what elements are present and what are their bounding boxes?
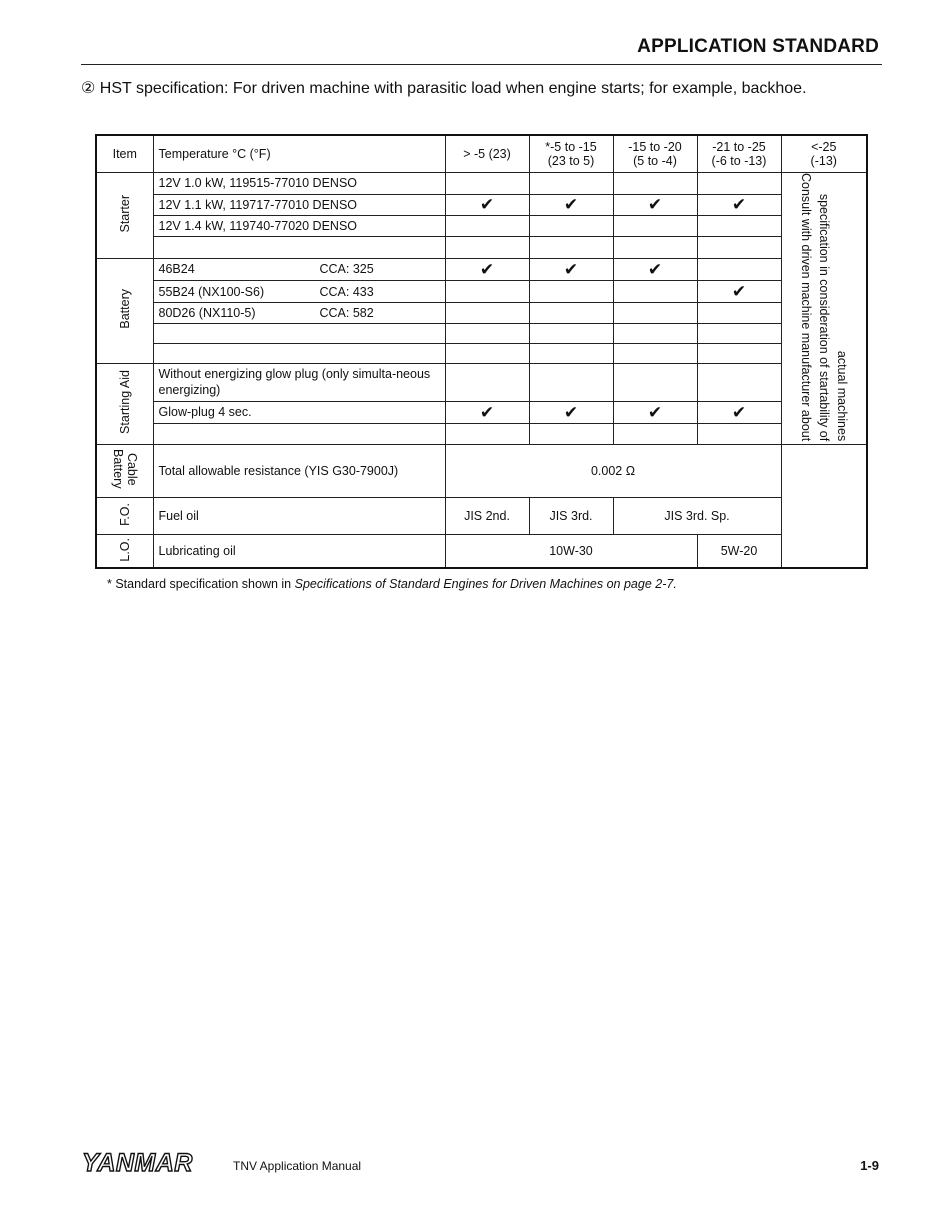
check-mark: ✔ bbox=[697, 401, 781, 423]
header-item: Item bbox=[96, 135, 153, 172]
section-heading bbox=[81, 78, 807, 98]
starter-row-3: 12V 1.4 kW, 119740-77020 DENSO bbox=[153, 215, 445, 236]
footnote-reference: Specifications of Standard Engines for Driven Machines on page 2-7. bbox=[294, 577, 677, 591]
battery-cable-label: Battery Cable bbox=[96, 444, 153, 497]
page-number: 1-9 bbox=[860, 1158, 879, 1173]
check-mark: ✔ bbox=[613, 258, 697, 281]
battery-group-label: Battery bbox=[96, 258, 153, 364]
battery-row-1: 46B24 CCA: 325 bbox=[153, 258, 445, 281]
starting-aid-row-2: Glow-plug 4 sec. bbox=[153, 401, 445, 423]
manual-title: TNV Application Manual bbox=[233, 1159, 362, 1173]
page-title: APPLICATION STANDARD bbox=[637, 36, 879, 57]
battery-row-3: 80D26 (NX110-5) CCA: 582 bbox=[153, 303, 445, 324]
header-col1: > -5 (23) bbox=[445, 135, 529, 172]
spec-table bbox=[95, 134, 868, 569]
table-row bbox=[96, 444, 867, 497]
check-mark: ✔ bbox=[529, 258, 613, 281]
check-mark: ✔ bbox=[529, 194, 613, 215]
footnote: * Standard specification shown in Specifications of Standard Engines for Driven Machines on page 2-7. bbox=[107, 577, 677, 591]
table-row bbox=[96, 215, 867, 236]
battery-cable-description: Total allowable resistance (YIS G30-7900J) bbox=[153, 444, 445, 497]
check-mark: ✔ bbox=[697, 281, 781, 303]
table-row bbox=[96, 303, 867, 324]
table-row bbox=[96, 236, 867, 258]
header-col4: -21 to -25 (-6 to -13) bbox=[697, 135, 781, 172]
header-temperature: Temperature °C (°F) bbox=[153, 135, 445, 172]
lube-oil-description: Lubricating oil bbox=[153, 534, 445, 568]
table-row bbox=[96, 364, 867, 402]
table-row bbox=[96, 258, 867, 281]
table-row bbox=[96, 401, 867, 423]
table-row bbox=[96, 344, 867, 364]
battery-cable-value: 0.002 Ω bbox=[445, 444, 781, 497]
starting-aid-group-label: Starting Aid bbox=[96, 364, 153, 445]
table-row bbox=[96, 423, 867, 444]
fuel-oil-description: Fuel oil bbox=[153, 497, 445, 534]
check-mark: ✔ bbox=[445, 401, 529, 423]
header-col3: -15 to -20 (5 to -4) bbox=[613, 135, 697, 172]
table-row bbox=[96, 281, 867, 303]
check-mark: ✔ bbox=[445, 194, 529, 215]
starting-aid-row-1: Without energizing glow plug (only simulta-neous energizing) bbox=[153, 364, 445, 402]
starter-row-1: 12V 1.0 kW, 119515-77010 DENSO bbox=[153, 172, 445, 194]
lube-oil-col4: 5W-20 bbox=[697, 534, 781, 568]
table-row bbox=[96, 194, 867, 215]
fuel-oil-col1: JIS 2nd. bbox=[445, 497, 529, 534]
check-mark: ✔ bbox=[613, 194, 697, 215]
starter-group-label: Starter bbox=[96, 172, 153, 258]
check-mark: ✔ bbox=[697, 194, 781, 215]
check-mark: ✔ bbox=[445, 258, 529, 281]
table-row bbox=[96, 324, 867, 344]
consult-note: Consult with driven machine manufacturer about specification in consideration of startability of actual machines bbox=[781, 172, 867, 444]
svg-text:YANMAR: YANMAR bbox=[82, 1150, 193, 1176]
lube-oil-col1-3: 10W-30 bbox=[445, 534, 697, 568]
table-row bbox=[96, 172, 867, 194]
lube-oil-label: L.O. bbox=[96, 534, 153, 568]
yanmar-logo bbox=[81, 1150, 223, 1176]
fuel-oil-col3-4: JIS 3rd. Sp. bbox=[613, 497, 781, 534]
table-row bbox=[96, 534, 867, 568]
fuel-oil-label: F.O. bbox=[96, 497, 153, 534]
section-text: HST specification: For driven machine with parasitic load when engine starts; for example, backhoe. bbox=[99, 80, 807, 97]
fuel-oil-col2: JIS 3rd. bbox=[529, 497, 613, 534]
header-col5: <-25 (-13) bbox=[781, 135, 867, 172]
section-marker: ② bbox=[81, 80, 96, 97]
header-col2: *-5 to -15 (23 to 5) bbox=[529, 135, 613, 172]
table-row bbox=[96, 497, 867, 534]
battery-row-2: 55B24 (NX100-S6) CCA: 433 bbox=[153, 281, 445, 303]
check-mark: ✔ bbox=[613, 401, 697, 423]
check-mark: ✔ bbox=[529, 401, 613, 423]
header-divider bbox=[81, 64, 882, 65]
starter-row-2: 12V 1.1 kW, 119717-77010 DENSO bbox=[153, 194, 445, 215]
table-header-row bbox=[96, 135, 867, 172]
